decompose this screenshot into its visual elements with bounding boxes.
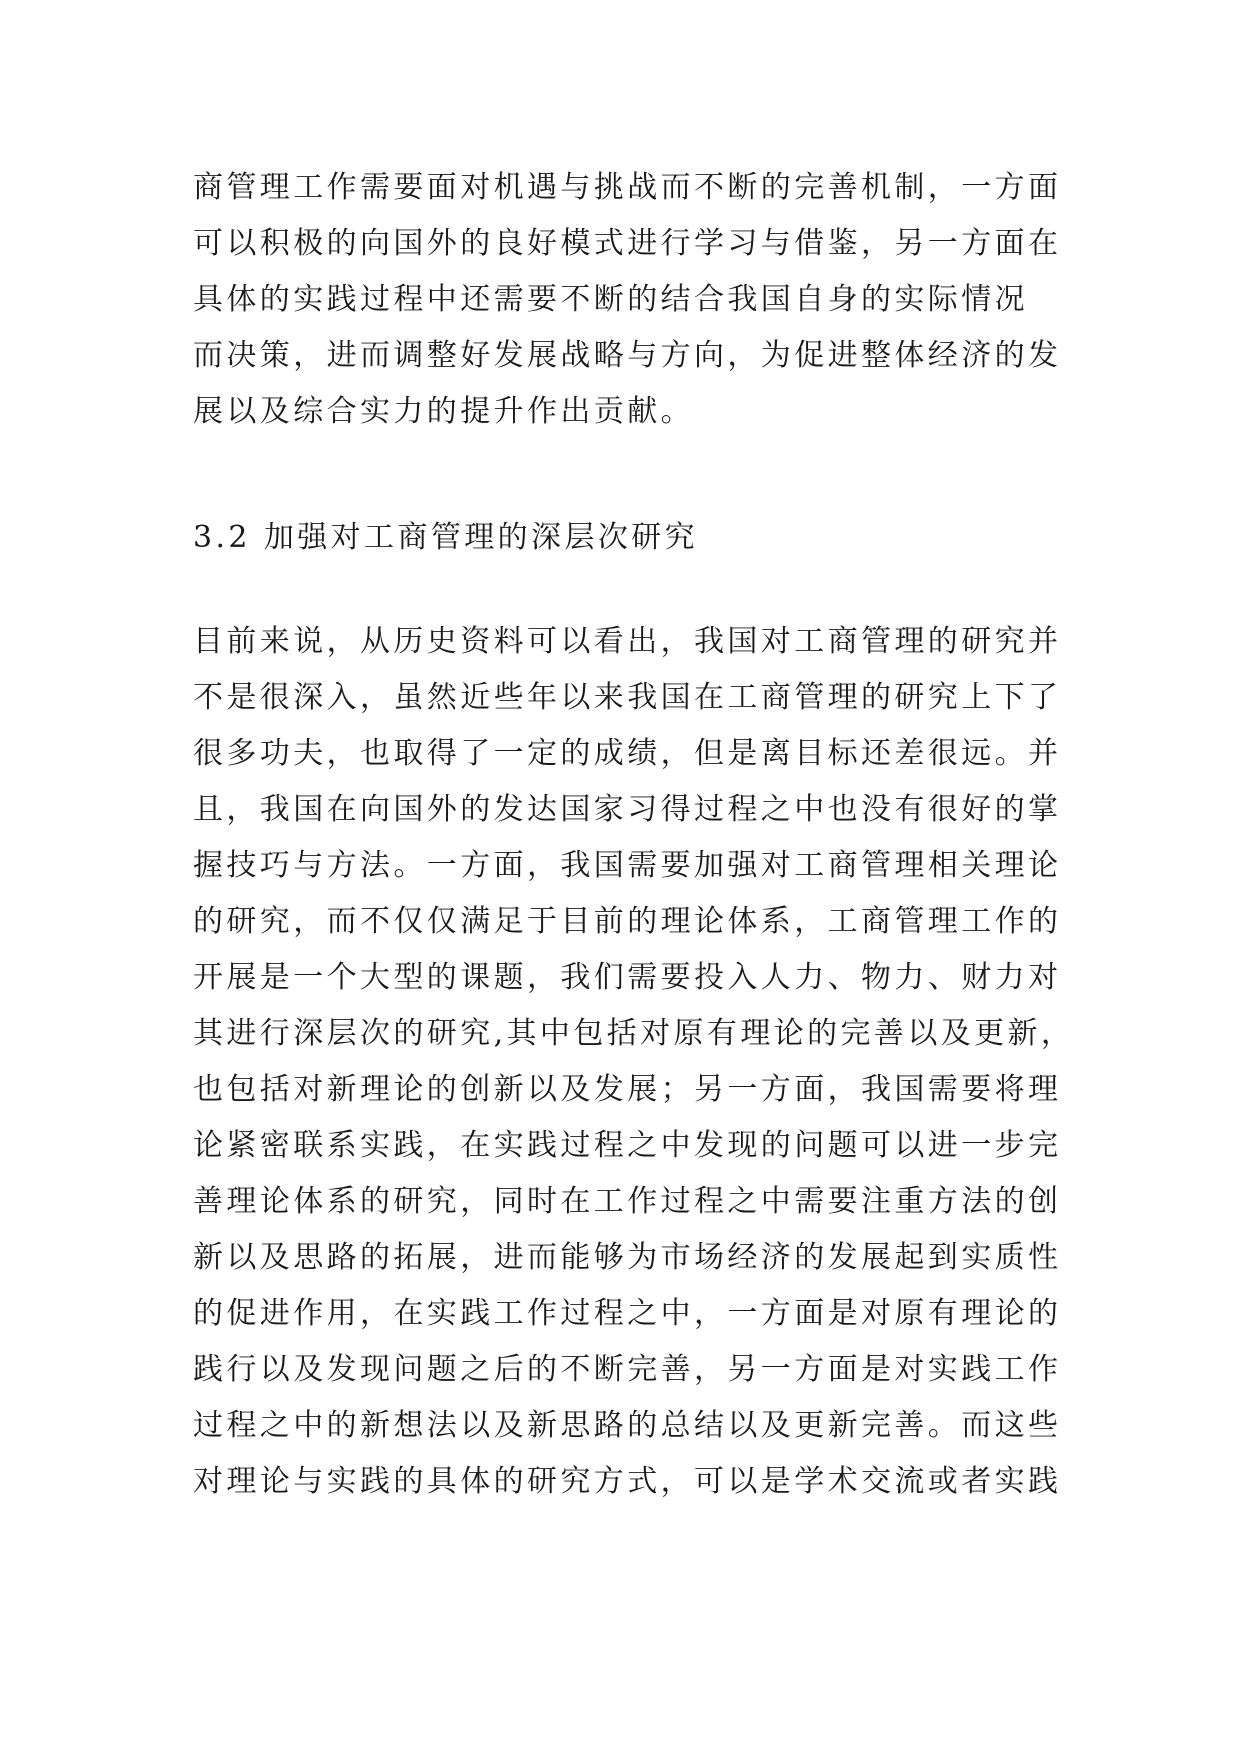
- paragraph-line: 不是很深入，虽然近些年以来我国在工商管理的研究上下了: [193, 680, 1062, 715]
- paragraph-line: 善理论体系的研究，同时在工作过程之中需要注重方法的创: [193, 1184, 1062, 1219]
- paragraph-line: 践行以及发现问题之后的不断完善，另一方面是对实践工作: [193, 1352, 1062, 1387]
- paragraph-line: 其进行深层次的研究,其中包括对原有理论的完善以及更新，: [193, 1016, 1075, 1051]
- paragraph-line: 商管理工作需要面对机遇与挑战而不断的完善机制，一方面: [193, 170, 1062, 205]
- paragraph-intro-continuation: [193, 160, 1062, 440]
- paragraph-section-3-2: [193, 614, 1075, 1510]
- paragraph-line: 论紧密联系实践，在实践过程之中发现的问题可以进一步完: [193, 1128, 1062, 1163]
- paragraph-line: 而决策，进而调整好发展战略与方向，为促进整体经济的发: [193, 338, 1062, 373]
- paragraph-line: 握技巧与方法。一方面，我国需要加强对工商管理相关理论: [193, 848, 1062, 883]
- paragraph-line: 过程之中的新想法以及新思路的总结以及更新完善。而这些: [193, 1408, 1062, 1443]
- paragraph-line: 也包括对新理论的创新以及发展；另一方面，我国需要将理: [193, 1072, 1062, 1107]
- paragraph-line: 可以积极的向国外的良好模式进行学习与借鉴，另一方面在: [193, 226, 1062, 261]
- paragraph-line: 的研究，而不仅仅满足于目前的理论体系，工商管理工作的: [193, 904, 1062, 939]
- paragraph-line: 的促进作用，在实践工作过程之中，一方面是对原有理论的: [193, 1296, 1062, 1331]
- section-heading-block: [193, 510, 1053, 566]
- paragraph-line: 很多功夫，也取得了一定的成绩，但是离目标还差很远。并: [193, 736, 1062, 771]
- paragraph-line: 目前来说，从历史资料可以看出，我国对工商管理的研究并: [193, 624, 1062, 659]
- paragraph-line: 对理论与实践的具体的研究方式，可以是学术交流或者实践: [193, 1464, 1062, 1499]
- paragraph-line: 且，我国在向国外的发达国家习得过程之中也没有很好的掌: [193, 792, 1062, 827]
- section-heading: 3.2 加强对工商管理的深层次研究: [193, 520, 699, 555]
- paragraph-line: 新以及思路的拓展，进而能够为市场经济的发展起到实质性: [193, 1240, 1062, 1275]
- paragraph-line: 展以及综合实力的提升作出贡献。: [193, 394, 694, 429]
- paragraph-line: 具体的实践过程中还需要不断的结合我国自身的实际情况: [193, 282, 1028, 317]
- paragraph-line: 开展是一个大型的课题，我们需要投入人力、物力、财力对: [193, 960, 1062, 995]
